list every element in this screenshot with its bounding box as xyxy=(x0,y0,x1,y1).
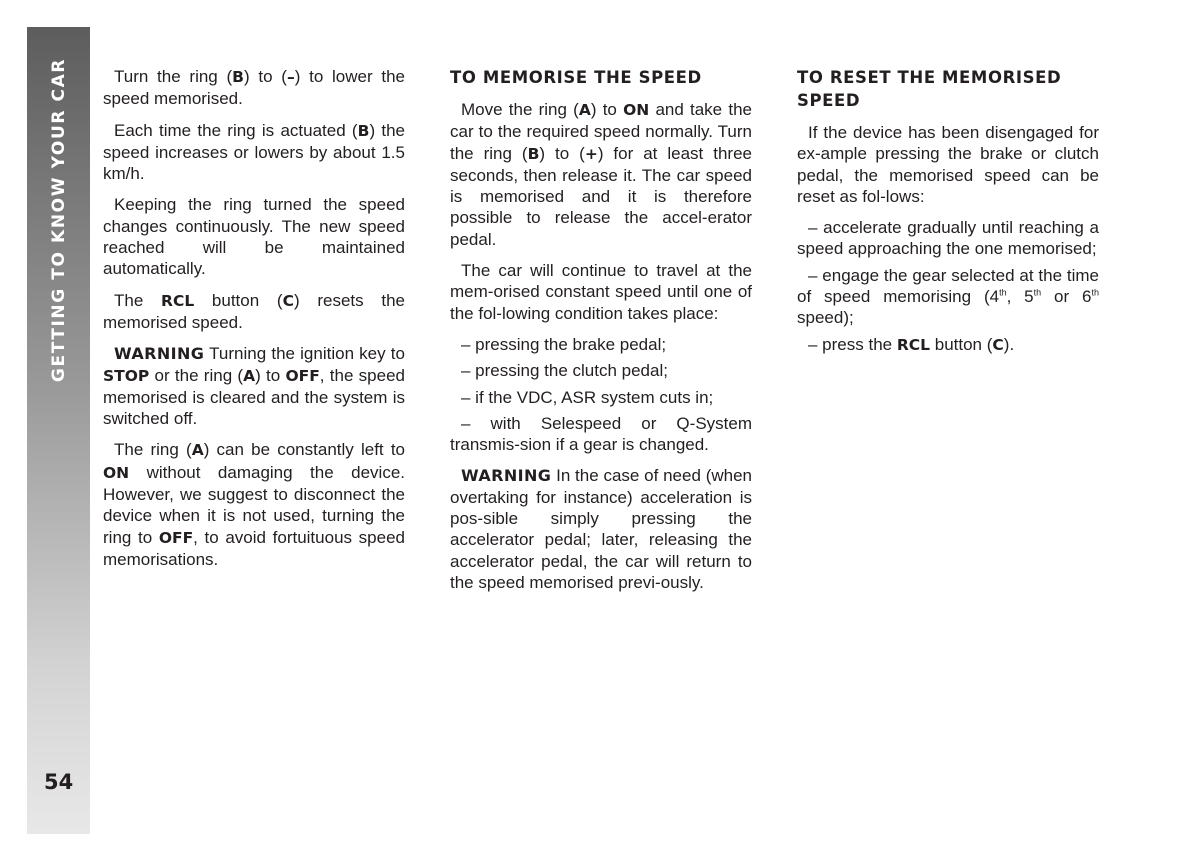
list-item: – pressing the brake pedal; xyxy=(461,334,667,354)
column-1 xyxy=(103,66,405,580)
warning-paragraph: WARNING Turning the ignition key to STOP or the ring (A) to OFF, the speed memorised is cleared and the system is switched off. xyxy=(103,344,405,429)
paragraph: If the device has been disengaged for ex-ample pressing the brake or clutch pedal, the memorised speed can be reset as fol-lows: xyxy=(797,123,1099,206)
section-heading: TO RESET THE MEMORISED SPEED xyxy=(797,68,1062,110)
column-3 xyxy=(797,66,1099,361)
paragraph: The RCL button (C) resets the memorised speed. xyxy=(103,290,405,332)
list-item: – accelerate gradually until reaching a speed approaching the one memorised; xyxy=(797,218,1099,259)
warning-label: WARNING xyxy=(461,466,552,486)
list-item: – if the VDC, ASR system cuts in; xyxy=(461,387,714,407)
paragraph: The car will continue to travel at the mem-orised constant speed until one of the fol-lowing condition takes place: xyxy=(450,261,752,323)
column-2 xyxy=(450,66,752,603)
paragraph: Keeping the ring turned the speed changes continuously. The new speed reached will be maintained automatically. xyxy=(103,195,405,279)
paragraph: Move the ring (A) to ON and take the car to the required speed normally. Turn the ring (B) to (+) for at least three seconds, then release it. The car speed is memorised and it is therefore possible to release the accel-erator pedal. xyxy=(450,100,752,249)
section-title: GETTING TO KNOW YOUR CAR xyxy=(49,57,69,383)
paragraph: The ring (A) can be constantly left to ON without damaging the device. However, we suggest to disconnect the device when it is not used, turning the ring to OFF, to avoid fortuituous speed memorisations. xyxy=(103,440,406,569)
list-item: – with Selespeed or Q-System transmis-sion if a gear is changed. xyxy=(450,413,752,455)
warning-paragraph: WARNING In the case of need (when overtaking for instance) acceleration is pos-sible simply pressing the accelerator pedal; later, releasing the accelerator pedal, the car will return to the speed memorised previ-ously. xyxy=(450,466,752,592)
list-item: – engage the gear selected at the time of speed memorising (4th, 5th or 6th speed); xyxy=(797,265,1099,328)
section-heading: TO MEMORISE THE SPEED xyxy=(450,68,702,87)
page-number: 54 xyxy=(44,770,74,794)
list-item: – pressing the clutch pedal; xyxy=(461,361,668,381)
warning-label: WARNING xyxy=(114,344,205,364)
paragraph: Turn the ring (B) to (–) to lower the speed memorised. xyxy=(103,67,406,109)
paragraph: Each time the ring is actuated (B) the speed increases or lowers by about 1.5 km/h. xyxy=(103,120,405,184)
list-item: – press the RCL button (C). xyxy=(808,334,1015,354)
